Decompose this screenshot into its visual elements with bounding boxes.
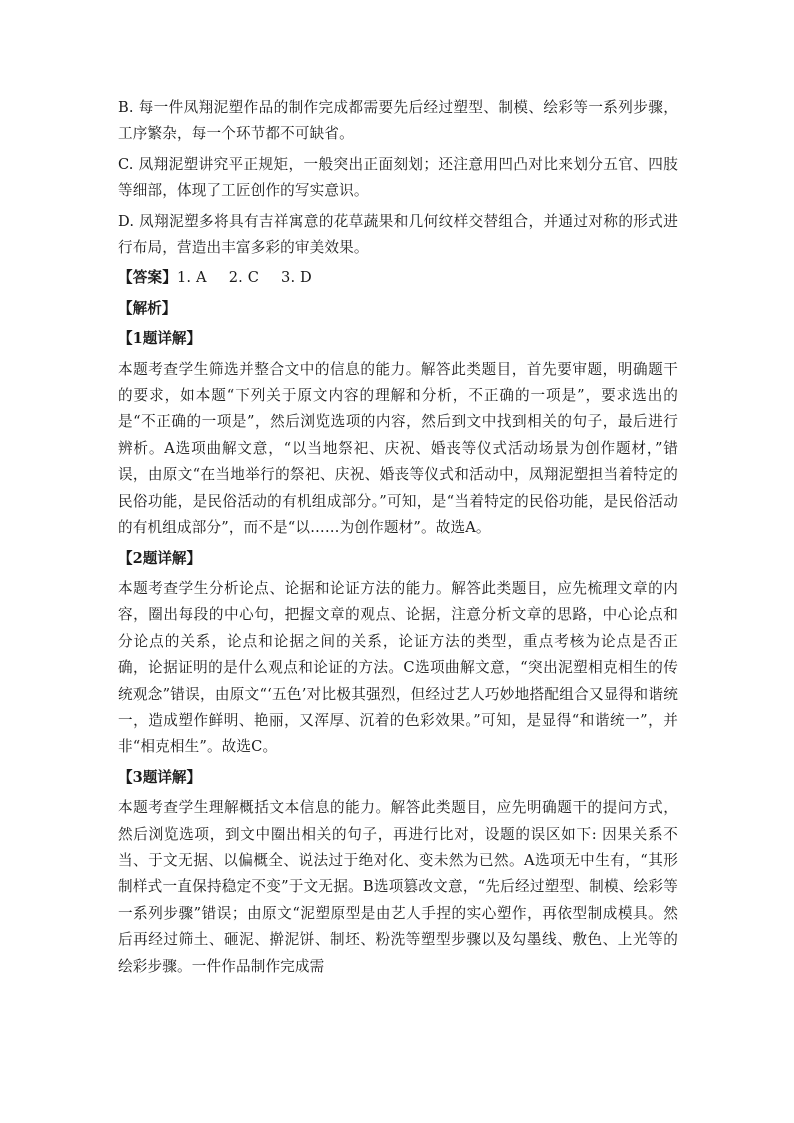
option-c: C. 凤翔泥塑讲究平正规矩，一般突出正面刻划；还注意用凹凸对比来划分五官、四肢等细部，体现了工匠创作的写实意识。 bbox=[118, 155, 678, 200]
q1-body: 本题考查学生筛选并整合文中的信息的能力。解答此类题目，首先要审题，明确题干的要求，如本题“下列关于原文内容的理解和分析，不正确的一项是”，要求选出的是“不正确的一项是”，然后浏览选项的内容，然后到文中找到相关的句子，最后进行辨析。A选项曲解文意，“以当地祭祀、庆祝、婚丧等仪式活动场景为创作题材，”错误，由原文“在当地举行的祭祀、庆祝、婚丧等仪式和活动中，凤翔泥塑担当着特定的民俗功能，是民俗活动的有机组成部分。”可知，是“当着特定的民俗功能，是民俗活动的有机组成部分”，而不是“以……为创作题材”。故选A。 bbox=[118, 360, 678, 537]
answer-label: 【答案】 bbox=[118, 269, 177, 287]
answer-item-1: 1. A bbox=[176, 269, 207, 287]
document-page bbox=[118, 95, 678, 980]
answer-item-3: 3. D bbox=[281, 269, 312, 287]
answer-line bbox=[118, 265, 678, 291]
q2-heading: 【2题详解】 bbox=[118, 549, 202, 567]
q2-body: 本题考查学生分析论点、论据和论证方法的能力。解答此类题目，应先梳理文章的内容，圈出每段的中心句，把握文章的观点、论据，注意分析文章的思路，中心论点和分论点的关系，论点和论据之间的关系，论证方法的类型，重点考核为论点是否正确，论据证明的是什么观点和论证的方法。C选项曲解文意，“突出泥塑相克相生的传统观念”错误，由原文“‘五色’对比极其强烈，但经过艺人巧妙地搭配组合又显得和谐统一，造成塑作鲜明、艳丽，又浑厚、沉着的色彩效果。”可知，是显得“和谐统一”，并非“相克相生”。故选C。 bbox=[118, 579, 678, 756]
q3-body: 本题考查学生理解概括文本信息的能力。解答此类题目，应先明确题干的提问方式，然后浏览选项，到文中圈出相关的句子，再进行比对，设题的误区如下: 因果关系不当、于文无据、以偏概全、说法过于绝对化、变未然为已然。A选项无中生有，“其形制样式一直保持稳定不变”于文无据。B选项篡改文意，“先后经过塑型、制模、绘彩等一系列步骤”错误；由原文“泥塑原型是由艺人手捏的实心塑作，再依型制成模具。然后再经过筛土、砸泥、擀泥饼、制坯、粉洗等塑型步骤以及勾墨线、敷色、上光等的绘彩步骤。一件作品制作完成需 bbox=[118, 799, 678, 975]
answer-item-2: 2. C bbox=[228, 269, 260, 287]
option-b: B. 每一件凤翔泥塑作品的制作完成都需要先后经过塑型、制模、绘彩等一系列步骤，工序繁杂，每一个环节都不可缺省。 bbox=[118, 99, 678, 143]
q1-heading: 【1题详解】 bbox=[118, 330, 202, 348]
option-d: D. 凤翔泥塑多将具有吉祥寓意的花草蔬果和几何纹样交替组合，并通过对称的形式进行布局，营造出丰富多彩的审美效果。 bbox=[118, 212, 678, 257]
q3-heading: 【3题详解】 bbox=[118, 768, 202, 786]
analysis-heading: 【解析】 bbox=[118, 299, 177, 317]
